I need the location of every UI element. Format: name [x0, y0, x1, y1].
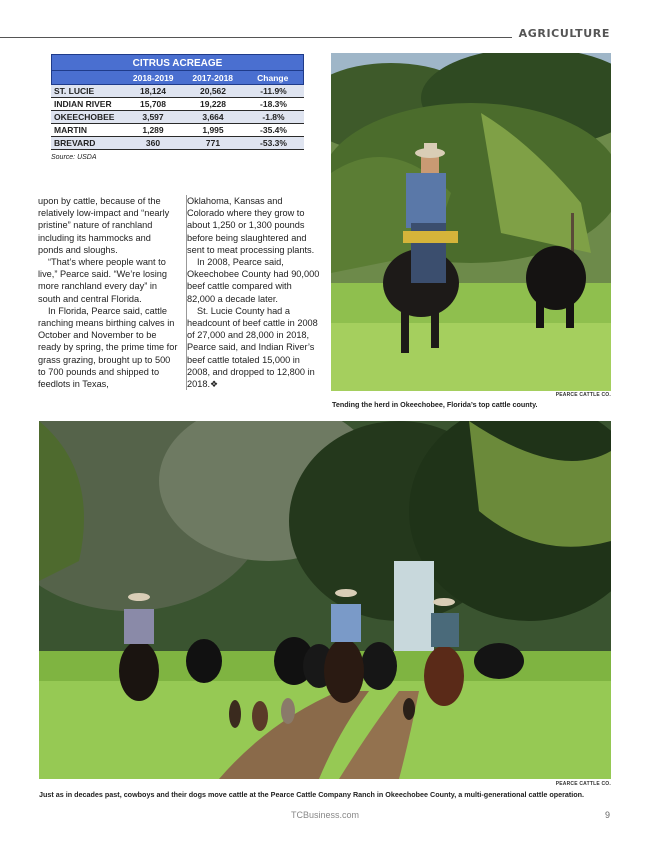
- article-column-left: [38, 195, 178, 390]
- table-row: [51, 137, 304, 150]
- photo-caption: Just as in decades past, cowboys and their dogs move cattle at the Pearce Cattle Company Ranch in Okeechobee County, a multi-generational cattle operation.: [39, 790, 585, 799]
- table-cell: 20,562: [200, 86, 226, 96]
- cattle-drive-photo: [39, 421, 611, 779]
- table-cell: -18.3%: [260, 99, 287, 109]
- table-cell: 18,124: [140, 86, 166, 96]
- article-paragraph: In 2008, Pearce said, Okeechobee County had 90,000 beef cattle compared with 82,000 a decade later.: [187, 257, 320, 304]
- table-cell: BREVARD: [54, 138, 96, 148]
- table-title: CITRUS ACREAGE: [51, 54, 304, 71]
- photo-credit: PEARCE CATTLE CO.: [555, 781, 611, 787]
- article-paragraph: “That’s where people want to live,” Pearce said. “We’re losing more ranchland every day” in south and central Florida.: [38, 257, 168, 304]
- citrus-acreage-table: [51, 54, 304, 161]
- table-row: [51, 124, 304, 137]
- article-paragraph: In Florida, Pearce said, cattle ranching means birthing calves in October and November to be ready by spring, the prime time for grass grazing, brought up to 500 to 700 pounds and shipped to feedlots in Texas,: [38, 305, 178, 390]
- table-row: [51, 85, 304, 98]
- article-paragraph: upon by cattle, because of the relatively low-impact and “nearly pristine” nature of ranchland including its hammocks and ponds and sloughs.: [38, 196, 170, 255]
- table-cell: ST. LUCIE: [54, 86, 95, 96]
- table-cell: 15,708: [140, 99, 166, 109]
- table-cell: 19,228: [200, 99, 226, 109]
- table-header-cell: Change: [257, 73, 289, 83]
- table-header-cell: [52, 71, 123, 84]
- section-label: AGRICULTURE: [518, 27, 610, 40]
- footer-website: TCBusiness.com: [290, 810, 360, 820]
- table-header-cell: 2017-2018: [192, 73, 234, 83]
- photo-credit: PEARCE CATTLE CO.: [555, 392, 611, 398]
- table-cell: -53.3%: [260, 138, 287, 148]
- article-column-right: [186, 195, 322, 390]
- table-header-cell: 2018-2019: [132, 73, 174, 83]
- table-cell: -35.4%: [260, 125, 287, 135]
- table-cell: 360: [145, 138, 161, 148]
- table-cell: 3,597: [142, 112, 164, 122]
- header-rule: [0, 37, 512, 38]
- table-row: [51, 111, 304, 124]
- cattle-rider-photo: [331, 53, 611, 391]
- table-cell: 771: [205, 138, 221, 148]
- article-paragraph: Oklahoma, Kansas and Colorado where they grow to about 1,250 or 1,300 pounds before being slaughtered and sent to meat processing plants.: [187, 196, 315, 255]
- table-cell: INDIAN RIVER: [54, 99, 112, 109]
- table-row: [51, 98, 304, 111]
- table-cell: 1,995: [202, 125, 224, 135]
- table-cell: 1,289: [142, 125, 164, 135]
- table-cell: -11.9%: [260, 86, 287, 96]
- table-cell: -1.8%: [262, 112, 285, 122]
- table-source: Source: USDA: [51, 154, 97, 161]
- table-cell: 3,664: [202, 112, 224, 122]
- table-cell: OKEECHOBEE: [54, 112, 115, 122]
- article-paragraph: St. Lucie County had a headcount of beef cattle in 2008 of 27,000 and 28,000 in 2018, Pearce said, and Indian River’s beef cattle totaled 15,000 in 2008, and dropped to 12,800 in 2018.❖: [187, 305, 318, 390]
- page-number: 9: [604, 810, 610, 820]
- table-header-row: [51, 71, 304, 85]
- table-cell: MARTIN: [54, 125, 88, 135]
- photo-caption: Tending the herd in Okeechobee, Florida’s top cattle county.: [332, 400, 538, 409]
